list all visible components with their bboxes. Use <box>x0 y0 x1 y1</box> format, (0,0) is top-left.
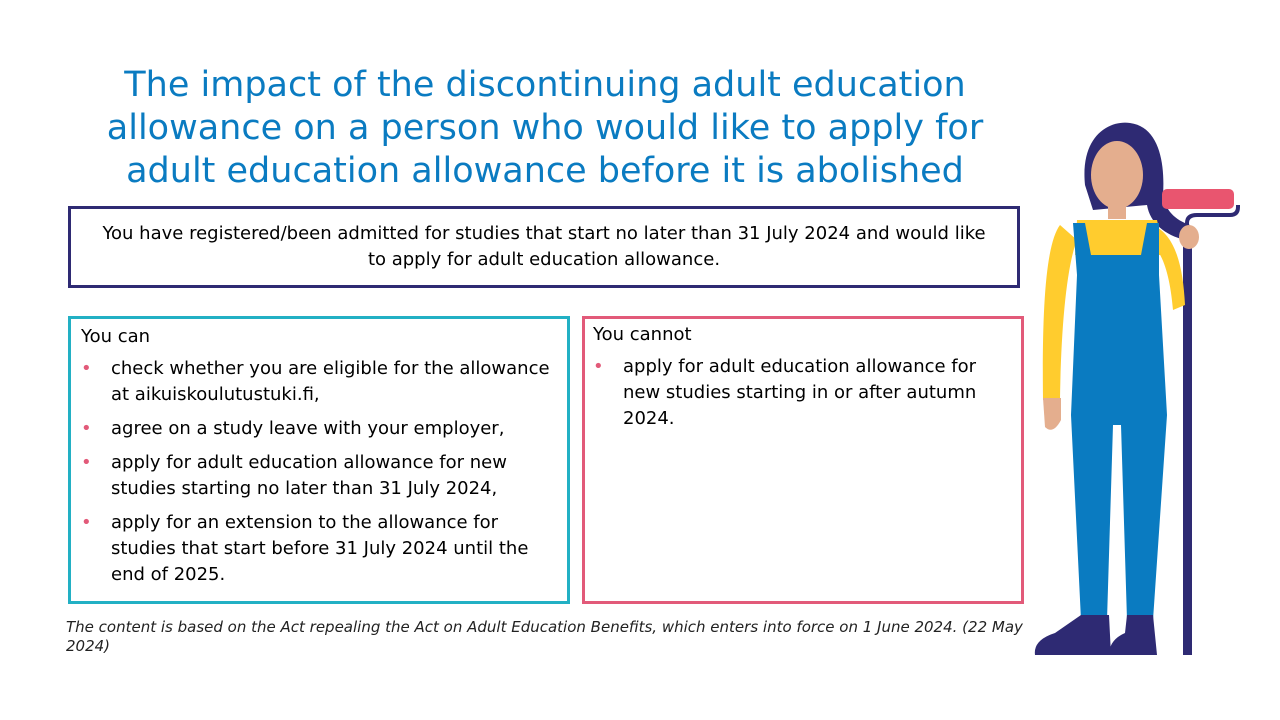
you-can-list <box>81 356 557 588</box>
you-cannot-box <box>582 316 1024 604</box>
page-title: The impact of the discontinuing adult education allowance on a person who would like to apply for adult education allowance before it is abolished <box>106 65 984 191</box>
list-item: • apply for an extension to the allowance for studies that start before 31 July 2024 until the end of 2025. <box>81 512 529 585</box>
list-item: • agree on a study leave with your employer, <box>81 416 557 442</box>
woman-painter-illustration <box>1025 115 1255 665</box>
list-item: • apply for adult education allowance for new studies starting no later than 31 July 2024, <box>81 452 507 499</box>
bullet-icon: • <box>81 512 92 533</box>
bullet-icon: • <box>81 358 92 379</box>
you-cannot-list <box>593 354 1013 432</box>
bullet-icon: • <box>593 356 604 377</box>
you-can-heading: You can <box>81 326 151 347</box>
footnote: The content is based on the Act repealing the Act on Adult Education Benefits, which enters into force on 1 June 2024. (22 May 2024) <box>66 618 1023 655</box>
you-can-box <box>68 316 570 604</box>
situation-box <box>68 206 1020 288</box>
bullet-icon: • <box>81 452 92 473</box>
bullet-icon: • <box>81 418 92 439</box>
situation-text: You have registered/been admitted for studies that start no later than 31 July 2024 and would like to apply for adult education allowance. <box>102 223 986 270</box>
you-cannot-heading: You cannot <box>593 324 692 345</box>
list-item: • check whether you are eligible for the allowance at aikuiskoulutustuki.fi, <box>81 358 550 405</box>
list-item: • apply for adult education allowance for new studies starting in or after autumn 2024. <box>593 356 977 429</box>
